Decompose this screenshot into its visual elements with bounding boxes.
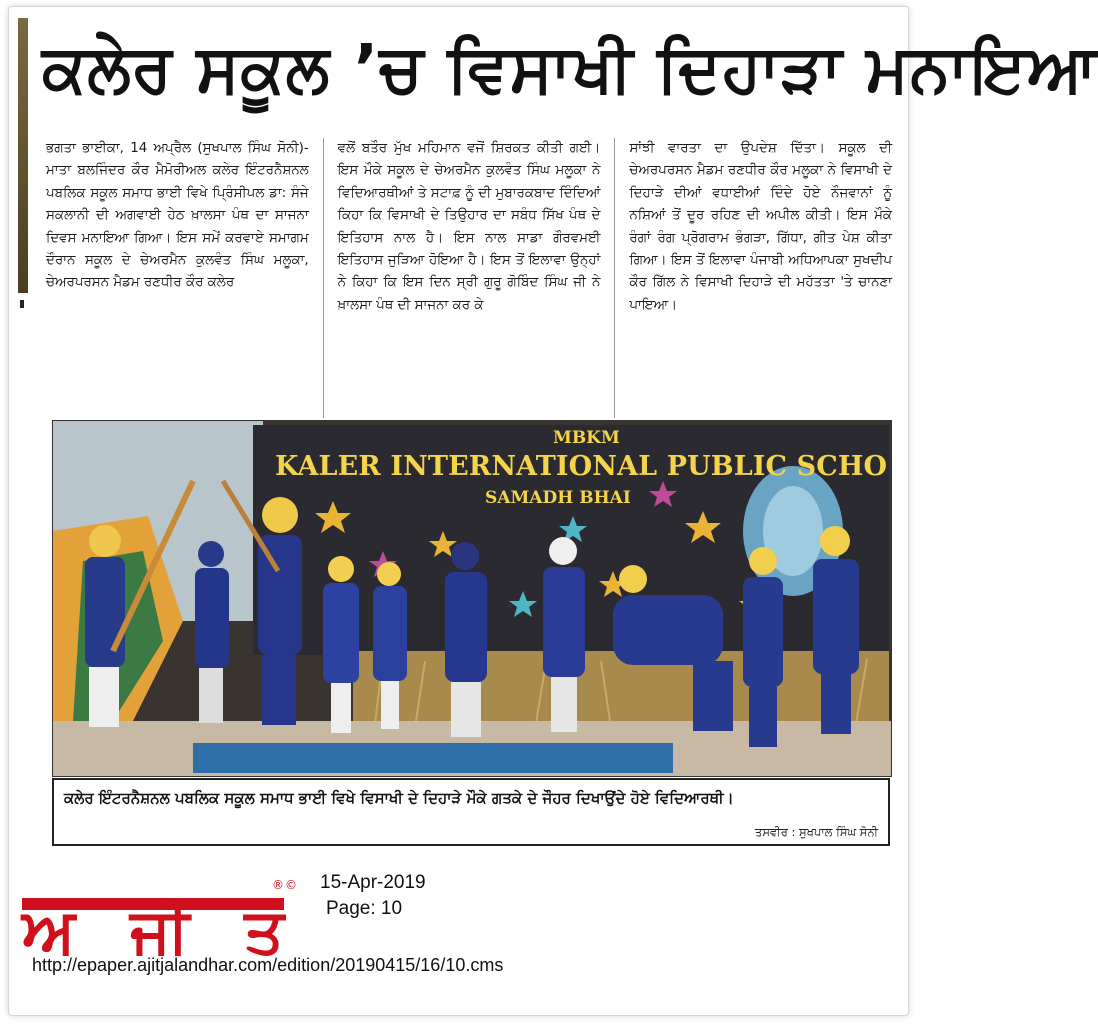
registered-marks: ®© — [272, 878, 298, 892]
article-column-2: ਵਲੋਂ ਬਤੌਰ ਮੁੱਖ ਮਹਿਮਾਨ ਵਜੋਂ ਸ਼ਿਰਕਤ ਕੀਤੀ ਗਈ। ਇਸ ਮੌਕੇ ਸਕੂਲ ਦੇ ਚੇਅਰਮੈਨ ਕੁਲਵੰਤ ਸਿੰਘ ਮਲੂਕਾ ਨੇ ਵਿਦਿਆਰਥੀਆਂ ਤੇ ਸਟਾਫ਼ ਨੂੰ ਦੀ ਮੁਬਾਰਕਬਾਦ ਦਿੰਦਿਆਂ ਕਿਹਾ ਕਿ ਵਿਸਾਖੀ ਦੇ ਤਿਉਹਾਰ ਦਾ ਸਬੰਧ ਸਿੱਖ ਪੰਥ ਦੇ ਇਤਿਹਾਸ ਨਾਲ ਹੈ। ਇਸ ਨਾਲ ਸਾਡਾ ਗੌਰਵਮਈ ਇਤਿਹਾਸ ਜੁੜਿਆ ਹੋਇਆ ਹੈ। ਇਸ ਤੋਂ ਇਲਾਵਾ ਉਨ੍ਹਾਂ ਨੇ ਕਿਹਾ ਕਿ ਇਸ ਦਿਨ ਸ੍ਰੀ ਗੁਰੂ ਗੋਬਿੰਦ ਸਿੰਘ ਜੀ ਨੇ ਖ਼ਾਲਸਾ ਪੰਥ ਦੀ ਸਾਜਨਾ ਕਰ ਕੇ — [337, 141, 601, 313]
banner-location: SAMADH BHAI — [485, 488, 631, 508]
banner-top-text: MBKM — [553, 428, 620, 448]
ajit-logo — [22, 880, 312, 967]
column-divider — [323, 138, 324, 418]
headline: ਕਲੇਰ ਸਕੂਲ ’ਚ ਵਿਸਾਖੀ ਦਿਹਾੜਾ ਮਨਾਇਆ — [42, 30, 1098, 107]
adjacent-article-edge-mark — [20, 300, 24, 308]
article-body — [46, 138, 892, 418]
ajit-logo-mark — [22, 880, 312, 967]
edition-page: Page: 10 — [326, 898, 403, 919]
caption-text: ਕਲੇਰ ਇੰਟਰਨੈਸ਼ਨਲ ਪਬਲਿਕ ਸਕੂਲ ਸਮਾਧ ਭਾਈ ਵਿਖੇ ਵਿਸਾਖੀ ਦੇ ਦਿਹਾੜੇ ਮੌਕੇ ਗਤਕੇ ਦੇ ਜੌਹਰ ਦਿਖਾਉਂਦੇ ਹੋਏ ਵਿਦਿਆਰਥੀ। — [64, 789, 734, 807]
news-photo — [52, 420, 892, 777]
photo-credit: ਤਸਵੀਰ : ਸੁਖਪਾਲ ਸਿੰਘ ਸੋਨੀ — [755, 825, 878, 839]
edition-date: 15-Apr-2019 — [320, 872, 426, 893]
banner-school-name: KALER INTERNATIONAL PUBLIC SCHO — [275, 451, 887, 482]
source-url: http://epaper.ajitjalandhar.com/edition/20190415/16/10.cms — [32, 955, 504, 975]
article-column-1: ਭਗਤਾ ਭਾਈਕਾ, 14 ਅਪ੍ਰੈਲ (ਸੁਖਪਾਲ ਸਿੰਘ ਸੋਨੀ)-ਮਾਤਾ ਬਲਜਿੰਦਰ ਕੌਰ ਮੈਮੋਰੀਅਲ ਕਲੇਰ ਇੰਟਰਨੈਸ਼ਨਲ ਪਬਲਿਕ ਸਕੂਲ ਸਮਾਧ ਭਾਈ ਵਿਖੇ ਪ੍ਰਿੰਸੀਪਲ ਡਾ: ਸੰਜੇ ਸਕਲਾਨੀ ਦੀ ਅਗਵਾਈ ਹੇਠ ਖ਼ਾਲਸਾ ਪੰਥ ਦਾ ਸਾਜਨਾ ਦਿਵਸ ਮਨਾਇਆ ਗਿਆ। ਇਸ ਸਮੇਂ ਕਰਵਾਏ ਸਮਾਗਮ ਦੌਰਾਨ ਸਕੂਲ ਦੇ ਚੇਅਰਮੈਨ ਕੁਲਵੰਤ ਸਿੰਘ ਮਲੂਕਾ, ਚੇਅਰਪਰਸਨ ਮੈਡਮ ਰਣਧੀਰ ਕੌਰ ਕਲੇਰ — [46, 141, 309, 291]
logo-text: ਅਜੀਤ — [22, 894, 284, 967]
column-divider — [614, 138, 615, 418]
photo-caption — [52, 778, 890, 846]
adjacent-article-edge — [18, 18, 28, 293]
article-column-3: ਸਾਂਝੀ ਵਾਰਤਾ ਦਾ ਉਪਦੇਸ਼ ਦਿੱਤਾ। ਸਕੂਲ ਦੀ ਚੇਅਰਪਰਸਨ ਮੈਡਮ ਰਣਧੀਰ ਕੌਰ ਮਲੂਕਾ ਨੇ ਵਿਸਾਖੀ ਦੇ ਦਿਹਾੜੇ ਦੀਆਂ ਵਧਾਈਆਂ ਦਿੰਦੇ ਹੋਏ ਨੌਜਵਾਨਾਂ ਨੂੰ ਨਸ਼ਿਆਂ ਤੋਂ ਦੂਰ ਰਹਿਣ ਦੀ ਅਪੀਲ ਕੀਤੀ। ਇਸ ਮੌਕੇ ਰੰਗਾਂ ਰੰਗ ਪ੍ਰੋਗਰਾਮ ਭੰਗੜਾ, ਗਿੱਧਾ, ਗੀਤ ਪੇਸ਼ ਕੀਤਾ ਗਿਆ। ਇਸ ਤੋਂ ਇਲਾਵਾ ਪੰਜਾਬੀ ਅਧਿਆਪਕਾ ਸੁਖਦੀਪ ਕੌਰ ਗਿੱਲ ਨੇ ਵਿਸਾਖੀ ਦਿਹਾੜੇ ਦੀ ਮਹੱਤਤਾ 'ਤੇ ਚਾਨਣਾ ਪਾਇਆ। — [629, 141, 893, 313]
gatka-performance-photo — [53, 421, 891, 776]
